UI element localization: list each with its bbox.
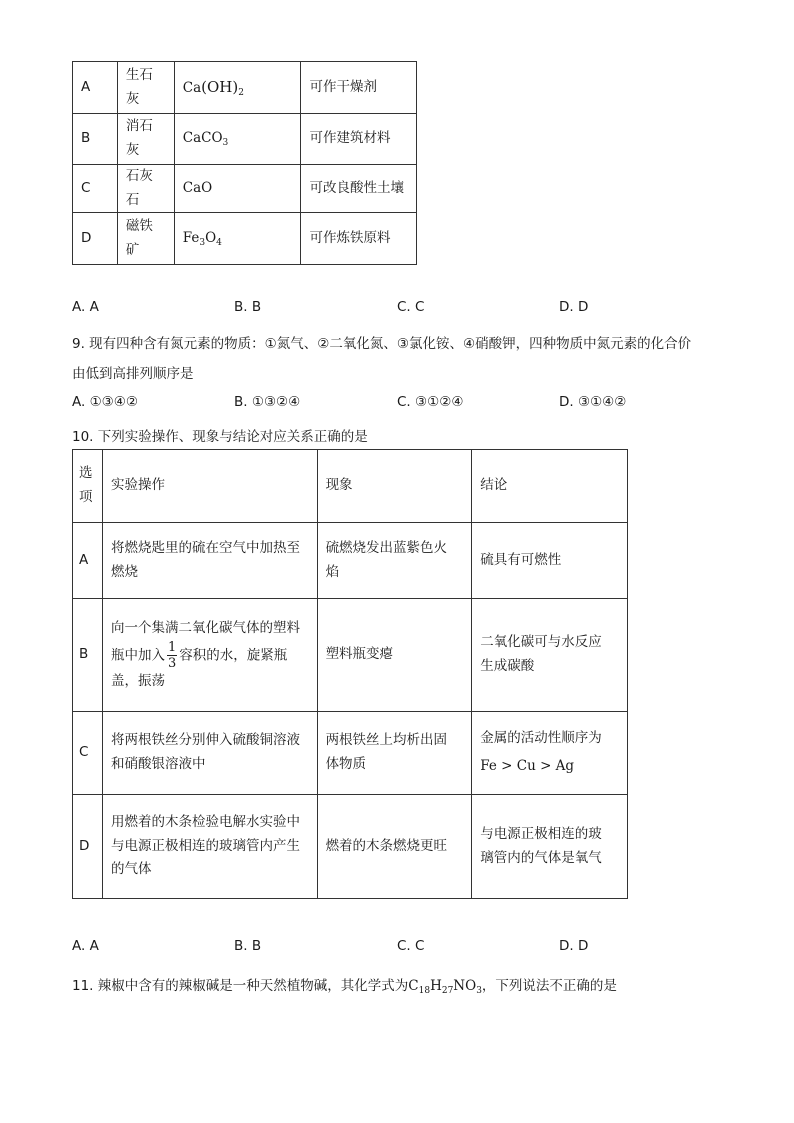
- fraction: $\frac{1}{3}$: [167, 639, 177, 671]
- q8-option-d[interactable]: D. D: [559, 299, 589, 315]
- table-row: [73, 165, 417, 213]
- chemical-formula: CaCO$_3$: [174, 114, 301, 165]
- q9-option-a[interactable]: A. ①③④②: [72, 394, 138, 410]
- operation-cell: 向一个集满二氧化碳气体的塑料 瓶中加入 $\frac{1}{3}$ 容积的水，旋紧瓶 盖，振荡: [102, 599, 317, 712]
- chemical-formula: $Ca(OH)_2$: [174, 62, 301, 114]
- conclusion-cell: 硫具有可燃性: [472, 523, 628, 599]
- substance-use: 可作建筑材料: [301, 114, 417, 165]
- substance-name: 生石灰: [117, 62, 174, 114]
- row-key: A: [73, 523, 103, 599]
- substance-name: 消石灰: [117, 114, 174, 165]
- conclusion-cell: 二氧化碳可与水反应 生成碳酸: [472, 599, 628, 712]
- conclusion-cell: 金属的活动性顺序为 Fe > Cu > Ag: [472, 712, 628, 795]
- phenomenon-cell: 两根铁丝上均析出固 体物质: [317, 712, 472, 795]
- header-option: 选 项: [73, 450, 103, 523]
- q8-option-c[interactable]: C. C: [397, 299, 425, 315]
- table-header-row: [73, 450, 628, 523]
- table-row: [73, 62, 417, 114]
- substance-use: 可作干燥剂: [301, 62, 417, 114]
- table-row: [73, 599, 628, 712]
- substance-name: 石灰石: [117, 165, 174, 213]
- chemical-formula: $C_{18}H_{27}NO_3$: [408, 978, 482, 996]
- header-phenomenon: 现象: [317, 450, 472, 523]
- row-key: C: [73, 712, 103, 795]
- phenomenon-cell: 燃着的木条燃烧更旺: [317, 795, 472, 899]
- substance-name: 磁铁矿: [117, 213, 174, 265]
- phenomenon-cell: 硫燃烧发出蓝紫色火 焰: [317, 523, 472, 599]
- table-row: [73, 114, 417, 165]
- table-row: [73, 523, 628, 599]
- q10-option-b[interactable]: B. B: [234, 938, 262, 954]
- table-row: [73, 795, 628, 899]
- conclusion-cell: 与电源正极相连的玻 璃管内的气体是氧气: [472, 795, 628, 899]
- operation-cell: 将燃烧匙里的硫在空气中加热至 燃烧: [102, 523, 317, 599]
- table-row: [73, 213, 417, 265]
- q9-stem-line1: 9. 现有四种含有氮元素的物质：①氮气、②二氧化氮、③氯化铵、④硝酸钾，四种物质中氮元素的化合价: [72, 336, 692, 352]
- q9-option-c[interactable]: C. ③①②④: [397, 394, 464, 410]
- table-substances: [72, 61, 417, 265]
- substance-use: 可改良酸性土壤: [301, 165, 417, 213]
- q11-stem: 11. 辣椒中含有的辣椒碱是一种天然植物碱，其化学式为$C_{18}H_{27}NO_3$，下列说法不正确的是: [72, 978, 617, 996]
- header-conclusion: 结论: [472, 450, 628, 523]
- q9-option-b[interactable]: B. ①③②④: [234, 394, 301, 410]
- phenomenon-cell: 塑料瓶变瘪: [317, 599, 472, 712]
- substance-use: 可作炼铁原料: [301, 213, 417, 265]
- q10-option-a[interactable]: A. A: [72, 938, 99, 954]
- chemical-formula: CaO: [174, 165, 301, 213]
- q9-option-d[interactable]: D. ③①④②: [559, 394, 627, 410]
- q10-option-c[interactable]: C. C: [397, 938, 425, 954]
- chemical-formula: $Fe_3O_4$: [174, 213, 301, 265]
- q9-stem-line2: 由低到高排列顺序是: [72, 366, 194, 382]
- row-key: B: [73, 599, 103, 712]
- row-key: C: [73, 165, 118, 213]
- row-key: D: [73, 213, 118, 265]
- q10-option-d[interactable]: D. D: [559, 938, 589, 954]
- table-experiments: [72, 449, 628, 899]
- row-key: D: [73, 795, 103, 899]
- q10-stem: 10. 下列实验操作、现象与结论对应关系正确的是: [72, 429, 368, 445]
- operation-cell: 将两根铁丝分别伸入硫酸铜溶液 和硝酸银溶液中: [102, 712, 317, 795]
- q8-option-b[interactable]: B. B: [234, 299, 262, 315]
- header-operation: 实验操作: [102, 450, 317, 523]
- row-key: A: [73, 62, 118, 114]
- table-row: [73, 712, 628, 795]
- q8-option-a[interactable]: A. A: [72, 299, 99, 315]
- row-key: B: [73, 114, 118, 165]
- operation-cell: 用燃着的木条检验电解水实验中 与电源正极相连的玻璃管内产生 的气体: [102, 795, 317, 899]
